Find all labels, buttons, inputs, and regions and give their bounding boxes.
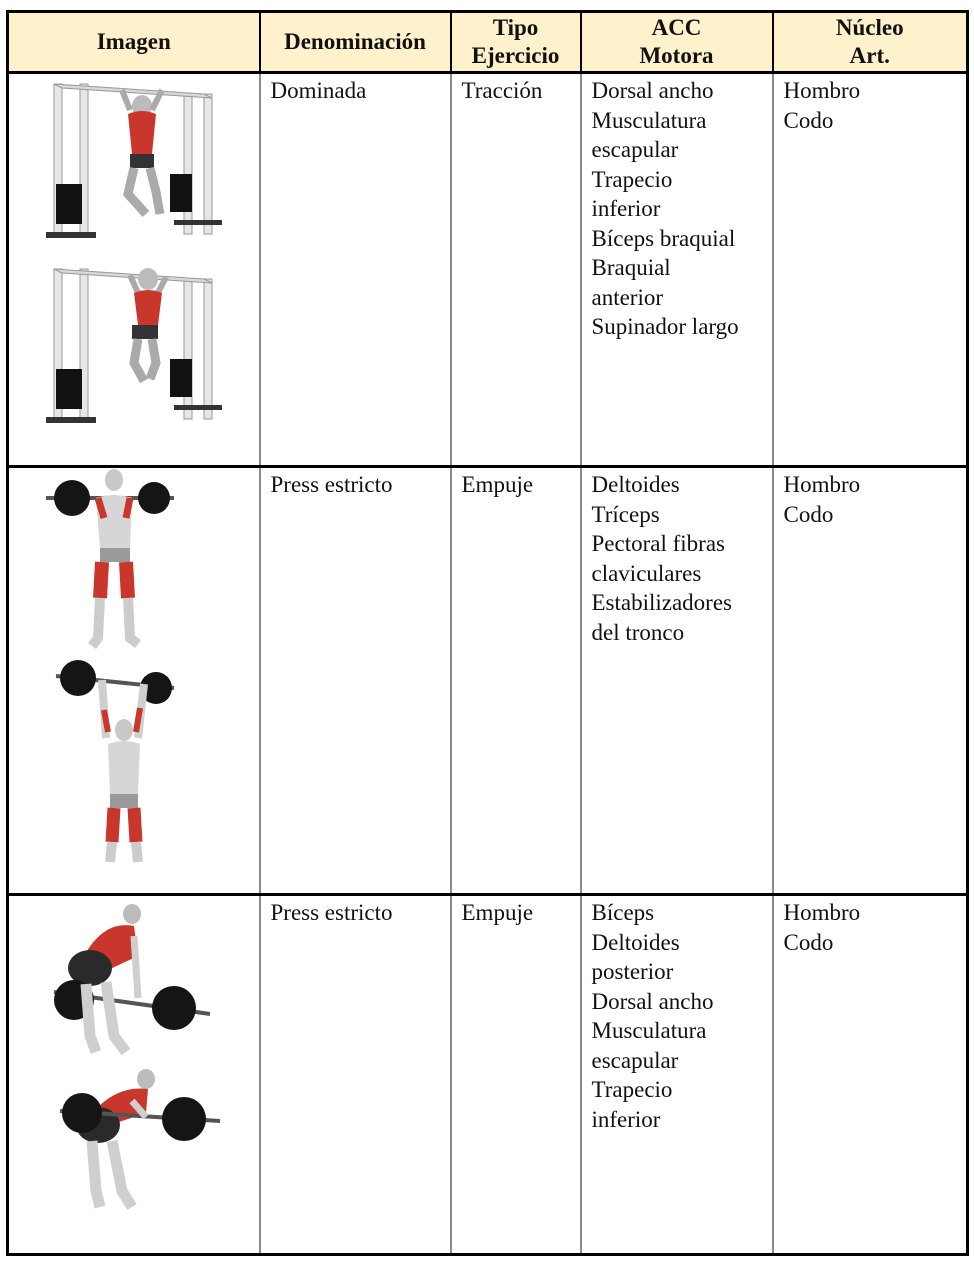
joint-item: Hombro bbox=[783, 78, 861, 103]
image-cell bbox=[8, 467, 260, 895]
header-acc-line2: Motora bbox=[639, 43, 714, 68]
header-denominacion: Denominación bbox=[260, 12, 451, 73]
joint-item: Hombro bbox=[783, 472, 861, 497]
denominacion-cell: Press estricto bbox=[260, 895, 451, 1255]
pull-up-illustration bbox=[34, 74, 234, 444]
header-acc-line1: ACC bbox=[651, 15, 702, 40]
acc-motora-cell bbox=[581, 895, 773, 1255]
muscle-item: Deltoides bbox=[591, 929, 680, 955]
pull-up-frame-bottom bbox=[46, 268, 222, 423]
muscle-item: anterior bbox=[591, 284, 664, 310]
header-tipo-line2: Ejercicio bbox=[471, 43, 560, 68]
muscle-item: del tronco bbox=[591, 619, 685, 645]
tipo-cell: Tracción bbox=[451, 73, 581, 467]
header-row bbox=[8, 12, 968, 73]
muscle-item: Dorsal ancho bbox=[591, 78, 714, 103]
muscle-item: Trapecio bbox=[591, 1077, 673, 1102]
row-start-figure bbox=[54, 904, 210, 1052]
header-tipo-line1: Tipo bbox=[492, 15, 539, 40]
muscle-item: Braquial bbox=[591, 255, 671, 280]
header-nucleo-line2: Art. bbox=[849, 43, 890, 68]
header-nucleo-line1: Núcleo bbox=[835, 15, 904, 40]
muscle-item: Tríceps bbox=[591, 501, 660, 527]
pull-up-frame-top bbox=[46, 84, 222, 238]
nucleo-cell bbox=[773, 73, 968, 467]
exercise-table bbox=[6, 10, 969, 1256]
barbell-row-illustration bbox=[34, 896, 234, 1226]
joint-item: Codo bbox=[783, 929, 834, 955]
joint-item: Codo bbox=[783, 107, 834, 133]
table-row bbox=[8, 467, 968, 895]
table-row bbox=[8, 73, 968, 467]
header-acc-motora bbox=[581, 12, 773, 73]
table-row bbox=[8, 895, 968, 1255]
tipo-cell: Empuje bbox=[451, 895, 581, 1255]
acc-motora-cell bbox=[581, 73, 773, 467]
muscle-item: inferior bbox=[591, 1106, 661, 1132]
muscle-item: escapular bbox=[591, 137, 679, 162]
image-cell bbox=[8, 73, 260, 467]
muscle-item: escapular bbox=[591, 1047, 679, 1073]
tipo-cell: Empuje bbox=[451, 467, 581, 895]
muscle-item: Trapecio bbox=[591, 166, 673, 192]
joint-item: Codo bbox=[783, 501, 834, 527]
muscle-item: claviculares bbox=[591, 560, 702, 586]
muscle-item: Musculatura bbox=[591, 1018, 707, 1043]
denominacion-cell: Press estricto bbox=[260, 467, 451, 895]
muscle-item: Deltoides bbox=[591, 472, 680, 497]
muscle-item: Pectoral fibras bbox=[591, 531, 725, 556]
press-end-figure bbox=[56, 660, 174, 862]
muscle-item: Supinador largo bbox=[591, 314, 739, 339]
muscle-item: Musculatura bbox=[591, 107, 707, 133]
nucleo-cell bbox=[773, 895, 968, 1255]
row-end-figure bbox=[60, 1069, 220, 1207]
acc-motora-cell bbox=[581, 467, 773, 895]
nucleo-cell bbox=[773, 467, 968, 895]
press-start-figure bbox=[46, 469, 174, 646]
header-imagen: Imagen bbox=[8, 12, 260, 73]
muscle-item: inferior bbox=[591, 196, 661, 221]
denominacion-cell: Dominada bbox=[260, 73, 451, 467]
muscle-item: Bíceps braquial bbox=[591, 225, 736, 251]
muscle-item: Dorsal ancho bbox=[591, 988, 714, 1014]
header-tipo-ejercicio bbox=[451, 12, 581, 73]
muscle-item: posterior bbox=[591, 959, 674, 984]
joint-item: Hombro bbox=[783, 900, 861, 925]
overhead-press-illustration bbox=[34, 468, 234, 868]
muscle-item: Estabilizadores bbox=[591, 590, 733, 615]
header-nucleo-art bbox=[773, 12, 968, 73]
image-cell bbox=[8, 895, 260, 1255]
muscle-item: Bíceps bbox=[591, 900, 655, 925]
